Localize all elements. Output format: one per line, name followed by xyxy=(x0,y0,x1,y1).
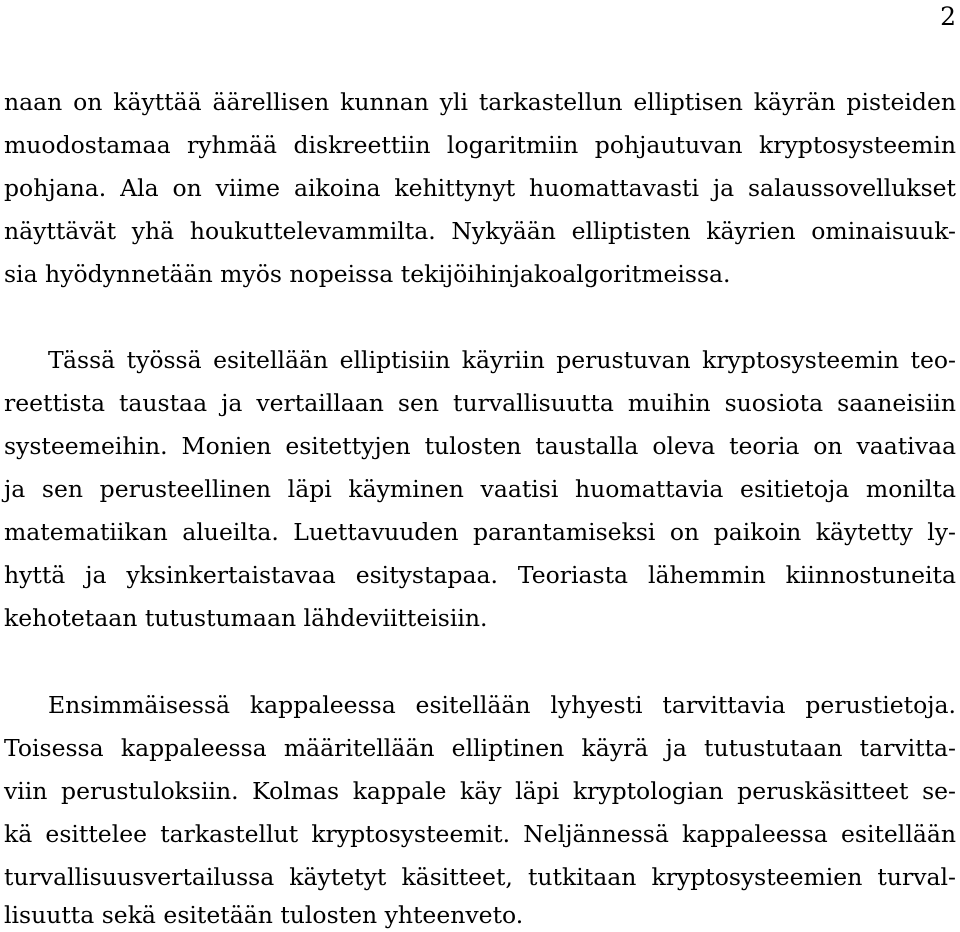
page-number: 2 xyxy=(940,2,956,31)
paragraph-2-line-1: Tässä työssä esitellään elliptisiin käyriin perustuvan kryptosysteemin teo- xyxy=(48,346,956,374)
paragraph-1-line-1: naan on käyttää äärellisen kunnan yli tarkastellun elliptisen käyrän pisteiden xyxy=(4,88,956,116)
paragraph-3-line-6: lisuutta sekä esitetään tulosten yhteenveto. xyxy=(4,901,524,929)
paragraph-2-line-6: hyttä ja yksinkertaistavaa esitystapaa. Teoriasta lähemmin kiinnostuneita xyxy=(4,561,956,589)
paragraph-3-line-3: viin perustuloksiin. Kolmas kappale käy läpi kryptologian peruskäsitteet se- xyxy=(4,777,956,805)
paragraph-2-line-3: systeemeihin. Monien esitettyjen tulosten taustalla oleva teoria on vaativaa xyxy=(4,432,956,460)
paragraph-3-line-2: Toisessa kappaleessa määritellään elliptinen käyrä ja tutustutaan tarvitta- xyxy=(4,734,956,762)
paragraph-1-line-2: muodostamaa ryhmää diskreettiin logaritmiin pohjautuvan kryptosysteemin xyxy=(4,131,956,159)
paragraph-3-line-1: Ensimmäisessä kappaleessa esitellään lyhyesti tarvittavia perustietoja. xyxy=(48,691,956,719)
paragraph-2-line-4: ja sen perusteellinen läpi käyminen vaatisi huomattavia esitietoja monilta xyxy=(4,475,956,503)
paragraph-1-line-4: näyttävät yhä houkuttelevammilta. Nykyään elliptisten käyrien ominaisuuk- xyxy=(4,217,956,245)
paragraph-1-line-5: sia hyödynnetään myös nopeissa tekijöihinjakoalgoritmeissa. xyxy=(4,260,731,288)
paragraph-2-line-2: reettista taustaa ja vertaillaan sen turvallisuutta muihin suosiota saaneisiin xyxy=(4,389,956,417)
paragraph-3-line-4: kä esittelee tarkastellut kryptosysteemit. Neljännessä kappaleessa esitellään xyxy=(4,820,956,848)
paragraph-2-line-5: matematiikan alueilta. Luettavuuden parantamiseksi on paikoin käytetty ly- xyxy=(4,518,956,546)
paragraph-2-line-7: kehotetaan tutustumaan lähdeviitteisiin. xyxy=(4,604,488,632)
paragraph-3-line-5: turvallisuusvertailussa käytetyt käsitteet, tutkitaan kryptosysteemien turval- xyxy=(4,863,956,891)
paragraph-1-line-3: pohjana. Ala on viime aikoina kehittynyt huomattavasti ja salaussovellukset xyxy=(4,174,956,202)
